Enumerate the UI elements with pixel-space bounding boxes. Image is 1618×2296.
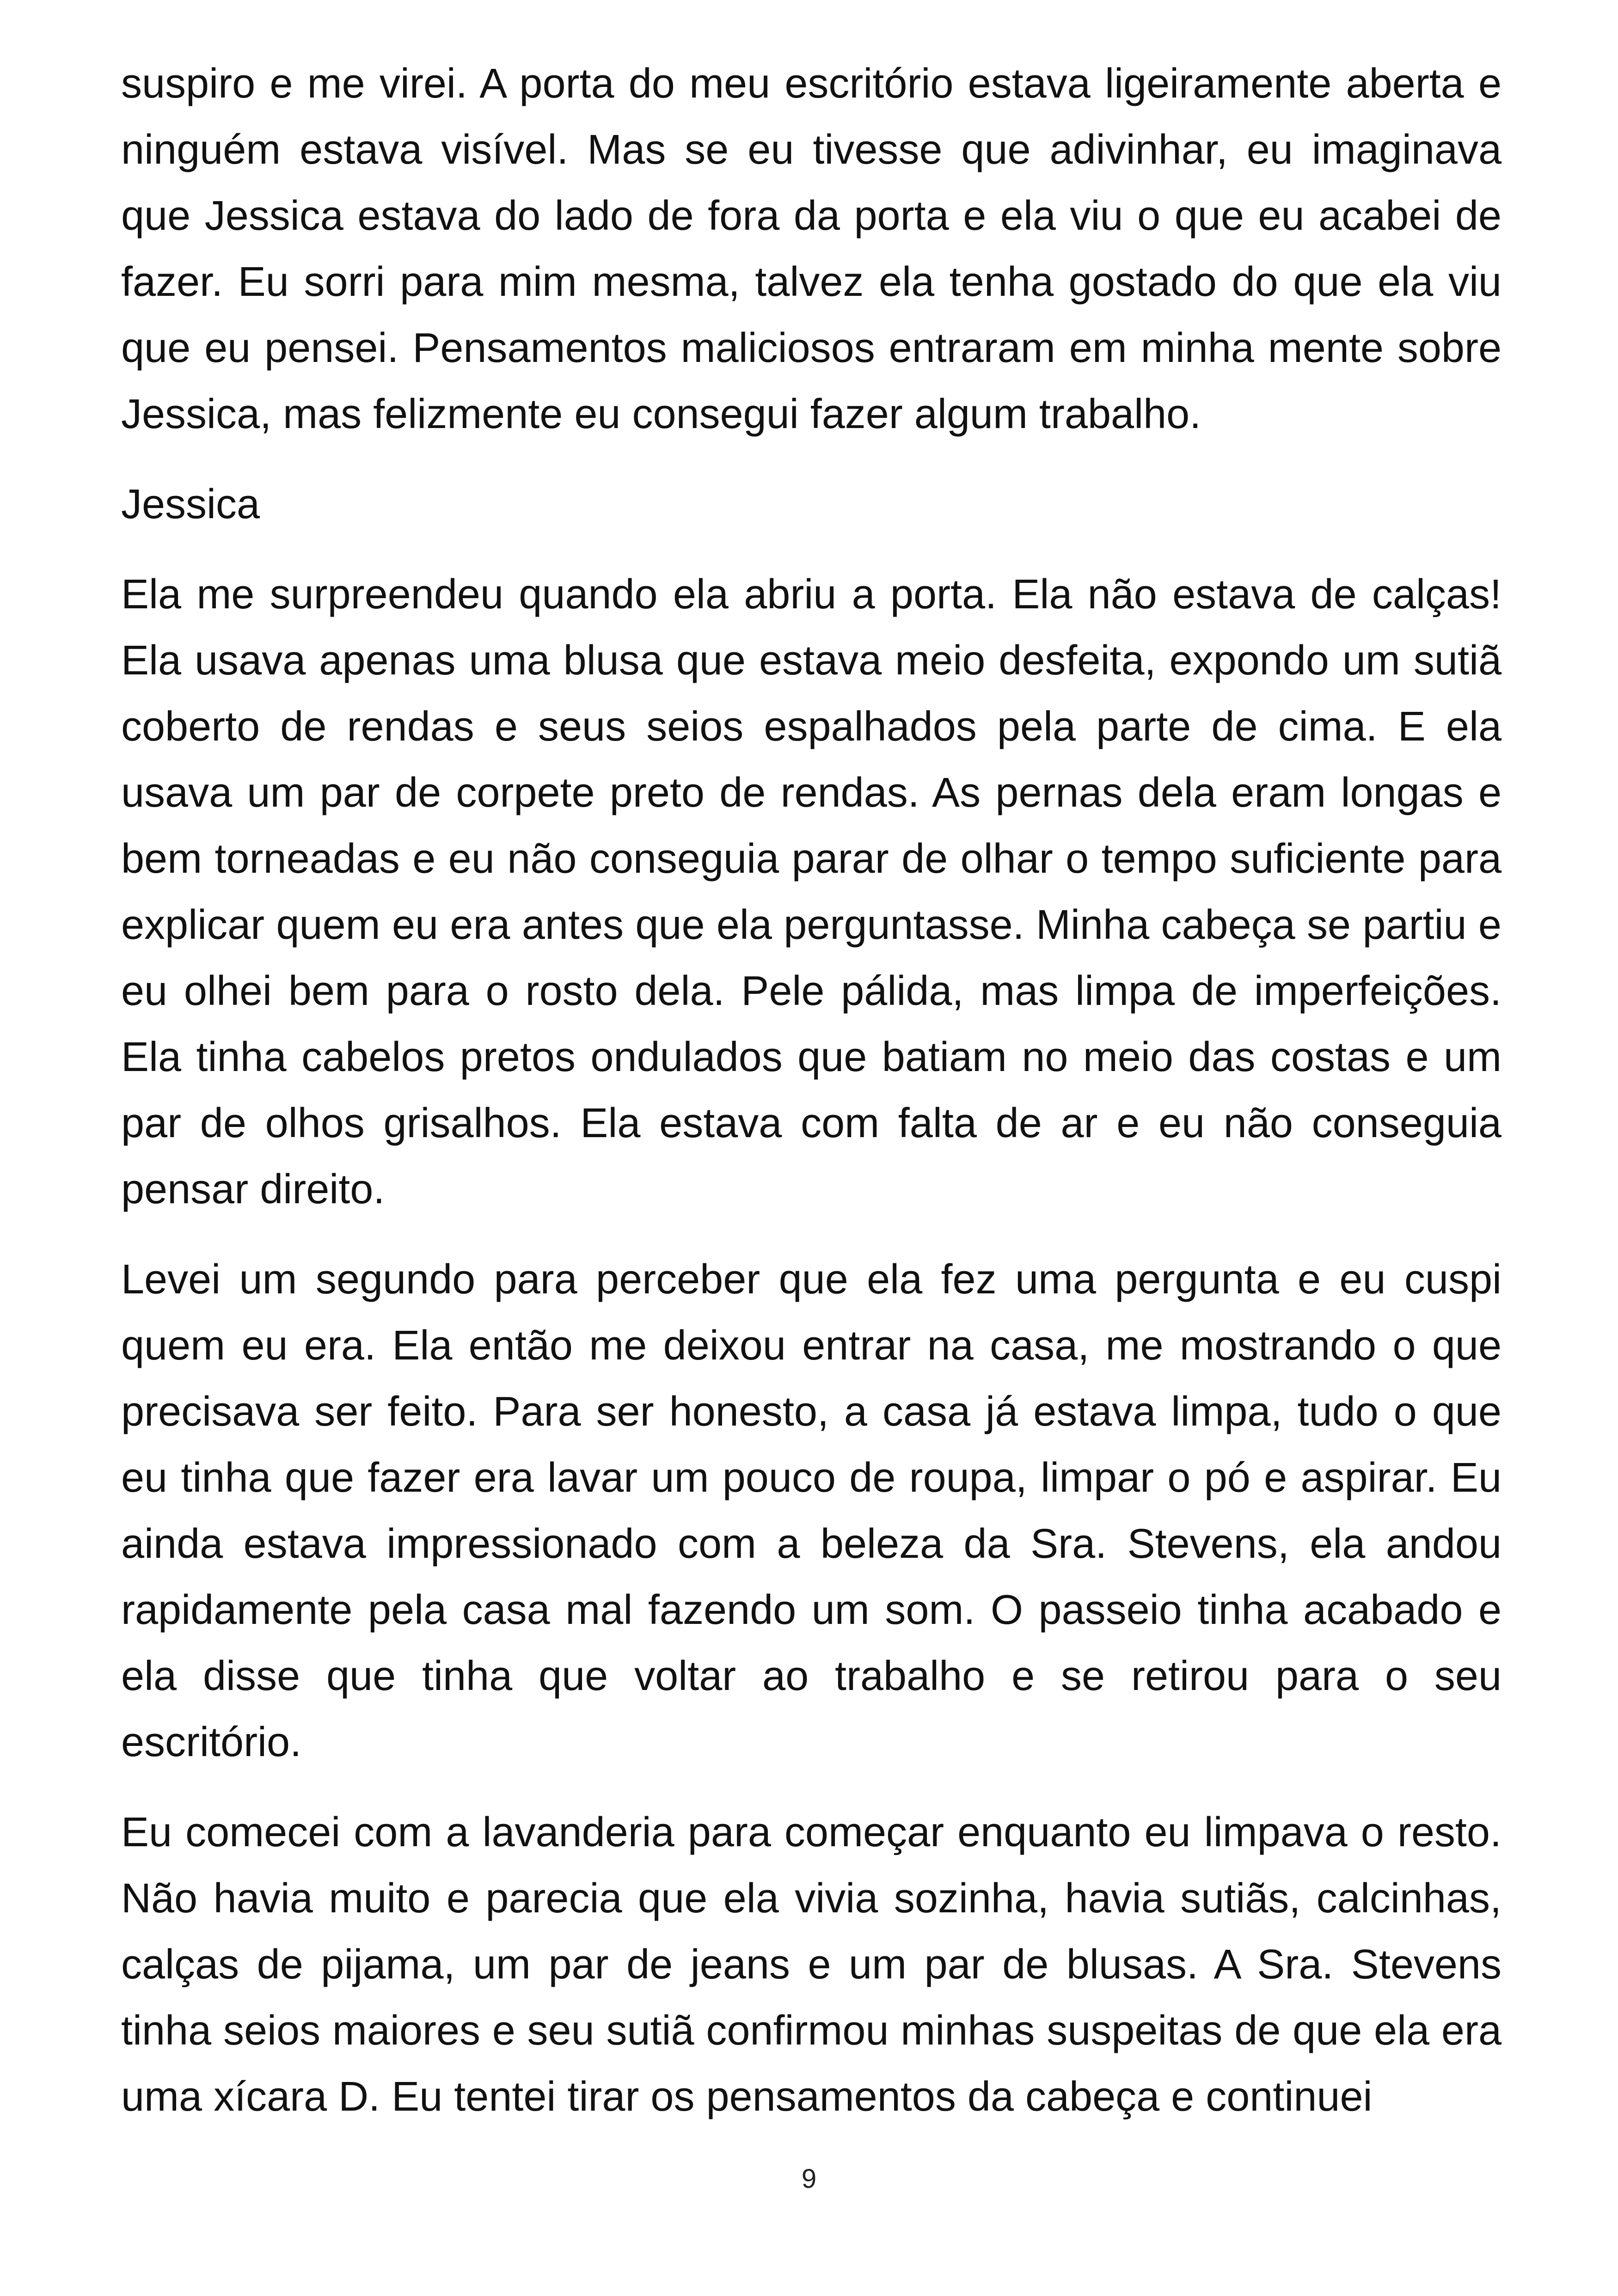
page-number: 9 bbox=[801, 2164, 817, 2194]
paragraph-4: Eu comecei com a lavanderia para começar enquanto eu limpava o resto. Não havia muito e parecia que ela vivia sozinha, havia sutiãs, calcinhas, calças de pijama, um par de jeans e um par de blusas. A Sra. Stevens tinha seios maiores e seu sutiã confirmou minhas suspeitas de que ela era uma xícara D. Eu tentei tirar os pensamentos da cabeça e continuei bbox=[121, 1809, 1502, 2120]
section-heading-jessica: Jessica bbox=[121, 481, 260, 527]
paragraph-1: suspiro e me virei. A porta do meu escritório estava ligeiramente aberta e ninguém estava visível. Mas se eu tivesse que adivinhar, eu imaginava que Jessica estava do lado de fora da porta e ela viu o que eu acabei de fazer. Eu sorri para mim mesma, talvez ela tenha gostado do que ela viu que eu pensei. Pensamentos maliciosos entraram em minha mente sobre Jessica, mas felizmente eu consegui fazer algum trabalho. bbox=[121, 61, 1502, 437]
body-text bbox=[121, 51, 1502, 2154]
paragraph-3: Levei um segundo para perceber que ela fez uma pergunta e eu cuspi quem eu era. Ela então me deixou entrar na casa, me mostrando o que precisava ser feito. Para ser honesto, a casa já estava limpa, tudo o que eu tinha que fazer era lavar um pouco de roupa, limpar o pó e aspirar. Eu ainda estava impressionado com a beleza da Sra. Stevens, ela andou rapidamente pela casa mal fazendo um som. O passeio tinha acabado e ela disse que tinha que voltar ao trabalho e se retirou para o seu escritório. bbox=[121, 1256, 1502, 1765]
paragraph-2: Ela me surpreendeu quando ela abriu a porta. Ela não estava de calças! Ela usava apenas uma blusa que estava meio desfeita, expondo um sutiã coberto de rendas e seus seios espalhados pela parte de cima. E ela usava um par de corpete preto de rendas. As pernas dela eram longas e bem torneadas e eu não conseguia parar de olhar o tempo suficiente para explicar quem eu era antes que ela perguntasse. Minha cabeça se partiu e eu olhei bem para o rosto dela. Pele pálida, mas limpa de imperfeições. Ela tinha cabelos pretos ondulados que batiam no meio das costas e um par de olhos grisalhos. Ela estava com falta de ar e eu não conseguia pensar direito. bbox=[121, 571, 1502, 1212]
